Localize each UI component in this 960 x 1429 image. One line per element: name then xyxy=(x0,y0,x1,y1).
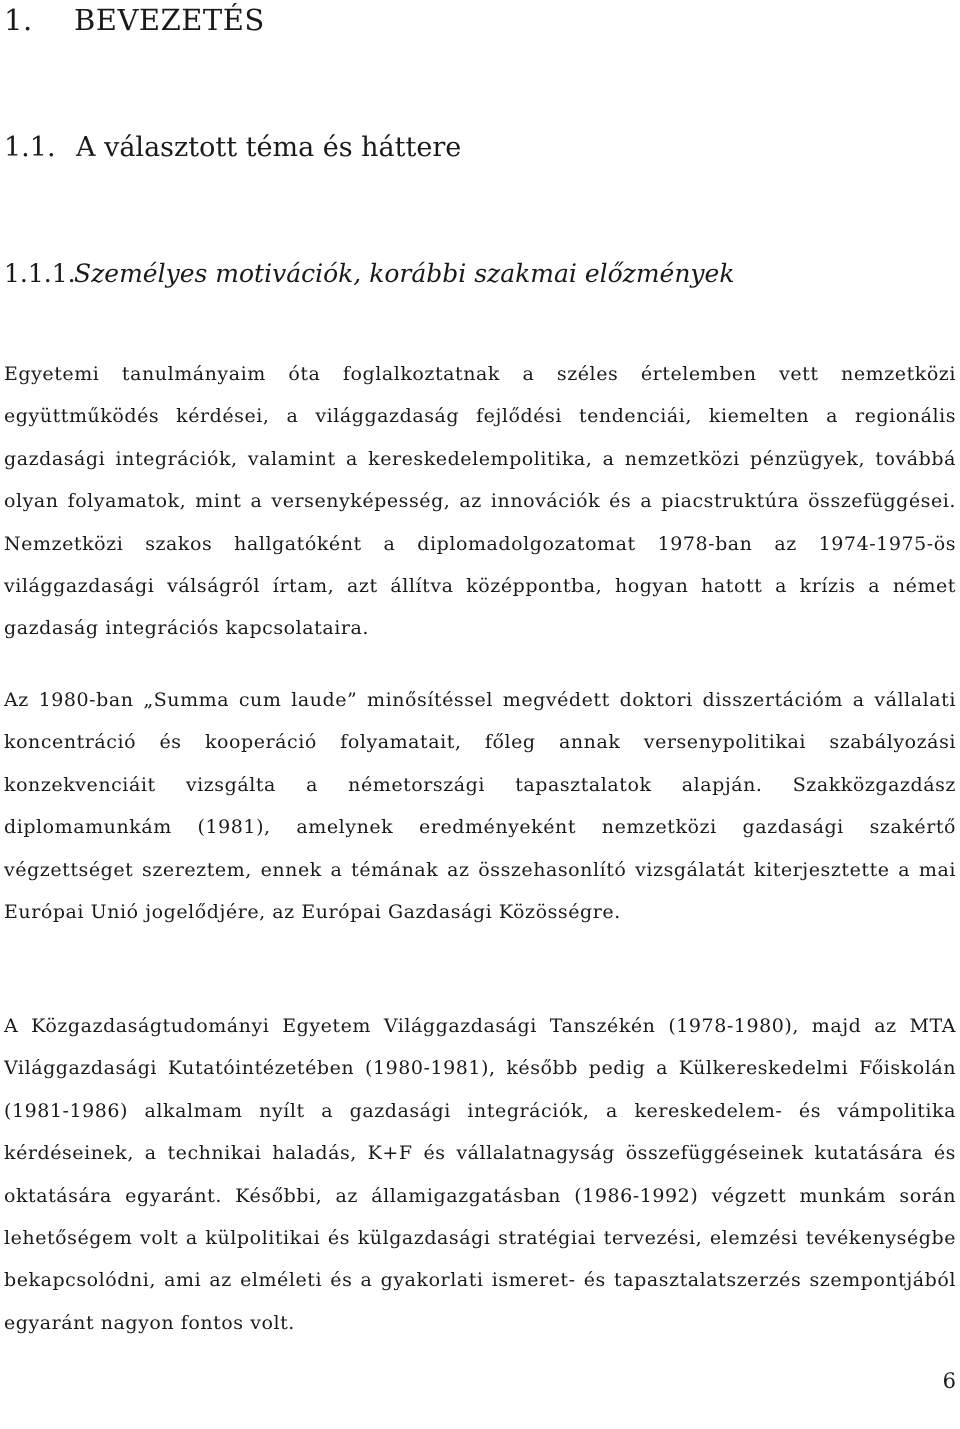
chapter-heading xyxy=(4,0,265,40)
paragraph-career: A Közgazdaságtudományi Egyetem Világgazdasági Tanszékén (1978-1980), majd az MTA Világgazdasági Kutatóintézetében (1980-1981), később pedig a Külkereskedelmi Főiskolán (1981-1986) alkalmam nyílt a gazdasági integrációk, a kereskedelem- és vámpolitika kérdéseinek, a technikai haladás, K+F és vállalatnagyság összefüggéseinek kutatására és oktatására egyaránt. Későbbi, az államigazgatásban (1986-1992) végzett munkám során lehetőségem volt a külpolitikai és külgazdasági stratégiai tervezési, elemzési tevékenységbe bekapcsolódni, ami az elméleti és a gyakorlati ismeret- és tapasztalatszerzés szempontjából egyaránt nagyon fontos volt. xyxy=(4,1015,956,1334)
paragraph-dissertation: Az 1980-ban „Summa cum laude” minősítéssel megvédett doktori disszertációm a vállalati koncentráció és kooperáció folyamatait, főleg annak versenypolitikai szabályozási konzekvenciáit vizsgálta a németországi tapasztalatok alapján. Szakközgazdász diplomamunkám (1981), amelynek eredményeként nemzetközi gazdasági szakértő végzettséget szereztem, ennek a témának az összehasonlító vizsgálatát kiterjesztette a mai Európai Unió jogelődjére, az Európai Gazdasági Közösségre. xyxy=(4,689,956,924)
subsection-title: Személyes motivációk, korábbi szakmai előzmények xyxy=(74,259,735,288)
chapter-title: BEVEZETÉS xyxy=(74,3,265,37)
page-number: 6 xyxy=(942,1369,956,1393)
section-number: 1.1. xyxy=(4,132,56,163)
section-heading xyxy=(4,128,461,168)
chapter-number: 1. xyxy=(4,3,33,37)
paragraph-motivations: Egyetemi tanulmányaim óta foglalkoztatnak a széles értelemben vett nemzetközi együttműködés kérdései, a világgazdaság fejlődési tendenciái, kiemelten a regionális gazdasági integrációk, valamint a kereskedelempolitika, a nemzetközi pénzügyek, továbbá olyan folyamatok, mint a versenyképesség, az innovációk és a piacstruktúra összefüggései. Nemzetközi szakos hallgatóként a diplomadolgozatomat 1978-ban az 1974-1975-ös világgazdasági válságról írtam, azt állítva középpontba, hogyan hatott a krízis a német gazdaság integrációs kapcsolataira. xyxy=(4,363,956,640)
subsection-number: 1.1.1. xyxy=(4,259,76,288)
subsection-heading xyxy=(4,254,735,294)
section-title: A választott téma és háttere xyxy=(76,132,462,163)
